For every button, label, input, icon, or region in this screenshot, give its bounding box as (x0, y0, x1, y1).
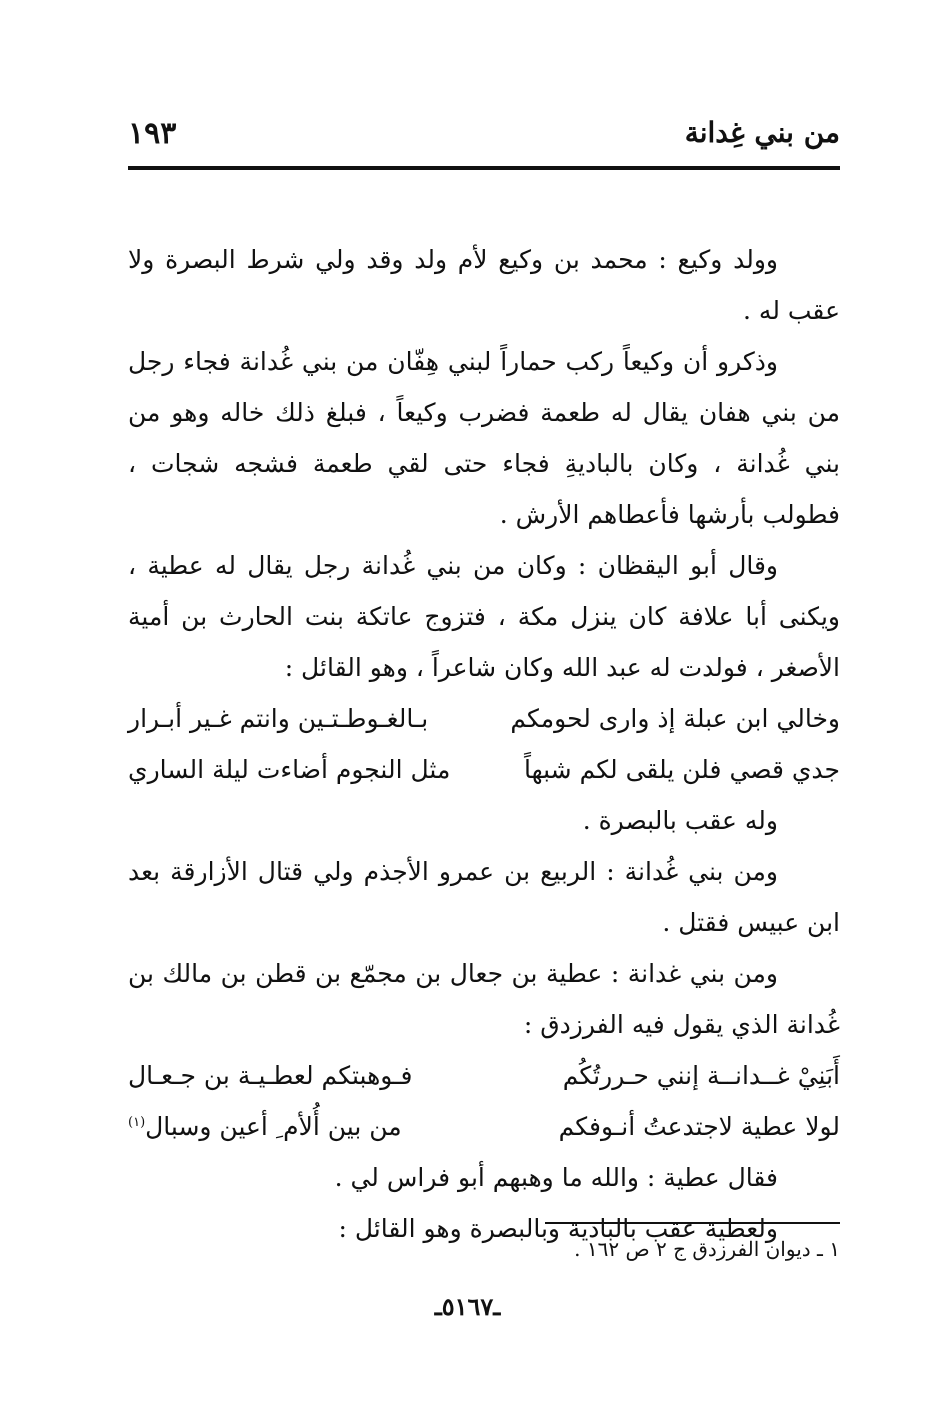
verse-line (128, 693, 840, 744)
footnote-rule (545, 1222, 840, 1224)
poem (128, 693, 840, 795)
page-number: ١٩٣ (128, 116, 177, 151)
paragraph: وولد وكيع : محمد بن وكيع لأم ولد وقد ولي شرط البصرة ولا عقب له . (128, 245, 840, 325)
verse-first-hemistich: أَبَنِيْ غــدانــة إنني حـررتُكُم (562, 1061, 840, 1090)
verse-first-hemistich: جدي قصي فلن يلقى لكم شبهاً (523, 755, 840, 784)
verse-text: من بين أُلأم ِ أعين وسبال (145, 1112, 402, 1141)
paragraph: ولعطية عقب بالبادية وبالبصرة وهو القائل : (338, 1214, 778, 1243)
verse-first-hemistich: لولا عطية لاجتدعتُ أنـوفكم (558, 1112, 840, 1141)
poem (128, 1050, 840, 1152)
verse-line (128, 744, 840, 795)
chapter-title: من بني غِدانة (684, 116, 840, 149)
paragraph: وذكرو أن وكيعاً ركب حماراً لبني هِفّان من بني غُدانة فجاء رجل من بني هفان يقال له طعمة فضرب وكيعاً ، فبلغ ذلك خاله وهو من بني غُدانة ، وكان بالباديةِ فجاء حتى لقي طعمة فشجه شجات ، فطولب بأرشها فأعطاهم الأرش . (128, 347, 840, 529)
paragraph: وله عقب بالبصرة . (582, 806, 778, 835)
verse-second-hemistich: من بين أُلأم ِ أعين وسبال(١) (128, 1101, 402, 1152)
paragraph: ومن بني غُدانة : الربيع بن عمرو الأجذم ولي قتال الأزارقة بعد ابن عبيس فقتل . (128, 857, 840, 937)
verse-second-hemistich: فـوهبتكم لعطـيـة بن جـعـال (128, 1061, 413, 1090)
paragraph: ومن بني غدانة : عطية بن جعال بن مجمّع بن قطن بن مالك بن غُدانة الذي يقول فيه الفرزدق : (128, 959, 840, 1039)
verse-line (128, 1050, 840, 1101)
verse-line (128, 1101, 840, 1152)
running-header (128, 112, 840, 164)
verse-second-hemistich: مثل النجوم أضاءت ليلة الساري (128, 755, 451, 784)
main-text (128, 234, 840, 1254)
verse-second-hemistich: بـالغـوطـتـين وانتم غـير أبـرار (128, 704, 429, 733)
verse-first-hemistich: وخالي ابن عبلة إذ وارى لحومكم (510, 704, 840, 733)
footnote: ١ ـ ديوان الفرزدق ج ٢ ص ١٦٢ . (574, 1237, 840, 1261)
paragraph: وقال أبو اليقظان : وكان من بني غُدانة رجل يقال له عطية ، ويكنى أبا علافة كان ينزل مكة ، فتزوج عاتكة بنت الحارث بن أمية الأصغر ، فولدت له عبد الله وكان شاعراً ، وهو القائل : (128, 551, 840, 682)
folio-number: ـ٥١٦٧ـ (434, 1292, 501, 1321)
header-rule (128, 166, 840, 170)
paragraph: فقال عطية : والله ما وهبهم أبو فراس لي . (334, 1163, 778, 1192)
